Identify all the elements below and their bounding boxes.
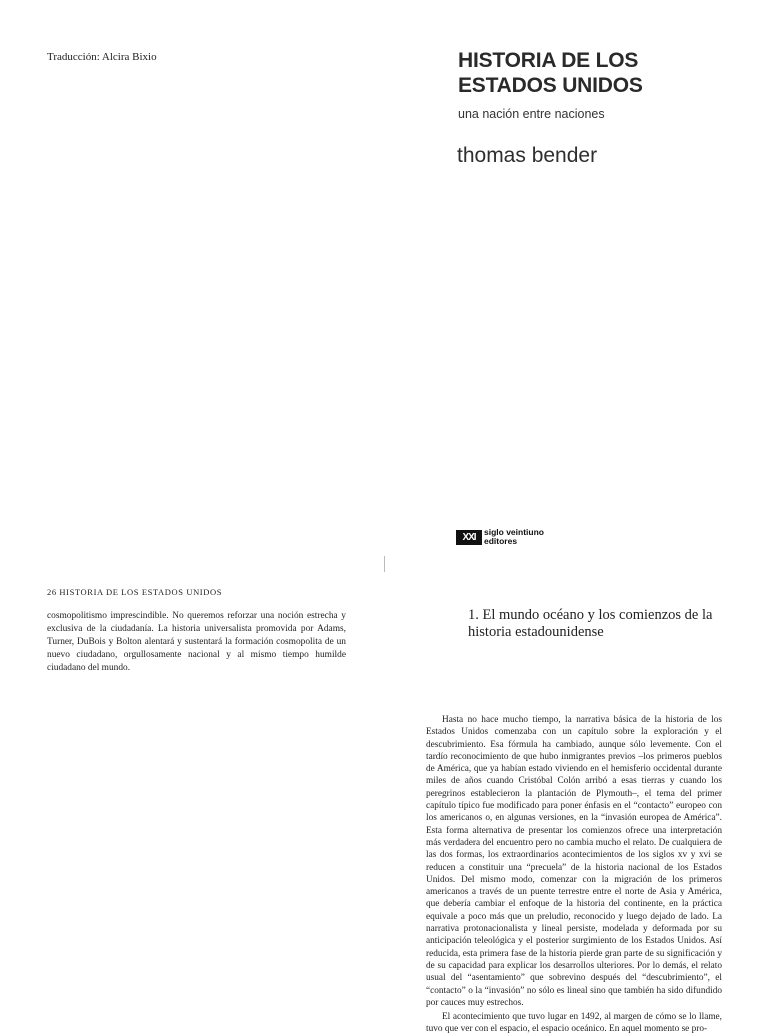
publisher-suffix: editores [484, 536, 518, 546]
publisher-name: siglo veintiuno [484, 527, 544, 537]
paragraph: El acontecimiento que tuvo lugar en 1492, al margen de cómo se lo llame, tuvo que ver con el espacio, el espacio oceánico. En aquel momento se pro- [426, 1012, 722, 1035]
left-page-text: cosmopolitismo imprescindible. No queremos reforzar una noción estrecha y exclusiva de la ciudadanía. La historia universalista promovida por Adams, Turner, DuBois y Bolton alentará y sustentará la formación cosmopolita de un nuevo ciudadano, orgullosamente nacional y al mismo tiempo humilde ciudadano del mundo. [47, 611, 346, 673]
translator-credit: Traducción: Alcira Bixio [47, 51, 157, 63]
paragraph: Hasta no hace mucho tiempo, la narrativa básica de la historia de los Estados Unidos comenzaba con un capítulo sobre la exploración y el descubrimiento. Esa fórmula ha cambiado, aunque sólo levemente. Con el tardío reconocimiento de que hubo inmigrantes previos –los primeros pueblos de América, que ya habían estado viviendo en el hemisferio occidental durante miles de años cuando Cristóbal Colón arribó a esas tierras y cuando los peregrinos establecieron la plantación de Plymouth–, el tema del primer capítulo típico fue modificado para poner énfasis en el “contacto” europeo con los americanos o, en algunas versiones, en la “invasión europea de América”. Esta forma alternativa de presentar los comienzos ofrece una interpretación más verdadera del encuentro pero no cambia mucho el relato. De cualquiera de las dos formas, los extraordinarios acontecimientos de los siglos xv y xvi se reducen a constituir una “precuela” de la historia nacional de los Estados Unidos. Del mismo modo, comenzar con la migración de los primeros americanos a través de un puente terrestre entre el norte de Asia y América, que debería cambiar el enfoque de la historia del continente, en la práctica equivale a poco más que un preludio, reconocido y luego dejado de lado. La narrativa protonacionalista y lineal persiste, modelada y deformada por su anticipación teleológica y el posterior surgimiento de los Estados Unidos. Así reducida, esta primera fase de la historia pierde gran parte de su significación y de su capacidad para explicar los desarrollos ulteriores. Por lo demás, el relato usual del “asentamiento” que sobrevino después del “descubrimiento”, el “contacto” o la “invasión” no sólo es lineal sino que también ha sido difundido por cauces muy estrechos. [426, 715, 722, 1008]
book-title: HISTORIA DE LOS ESTADOS UNIDOS [458, 49, 643, 97]
chapter-title: 1. El mundo océano y los comienzos de la historia estadounidense [468, 607, 713, 640]
right-page-text [426, 714, 722, 1036]
publisher-logo: XXI [456, 530, 482, 545]
author-name: thomas bender [457, 144, 598, 167]
running-head: 26 HISTORIA DE LOS ESTADOS UNIDOS [47, 587, 223, 597]
page-gutter-mark [384, 556, 385, 572]
book-subtitle: una nación entre naciones [458, 107, 605, 121]
publisher-imprint [456, 528, 544, 546]
